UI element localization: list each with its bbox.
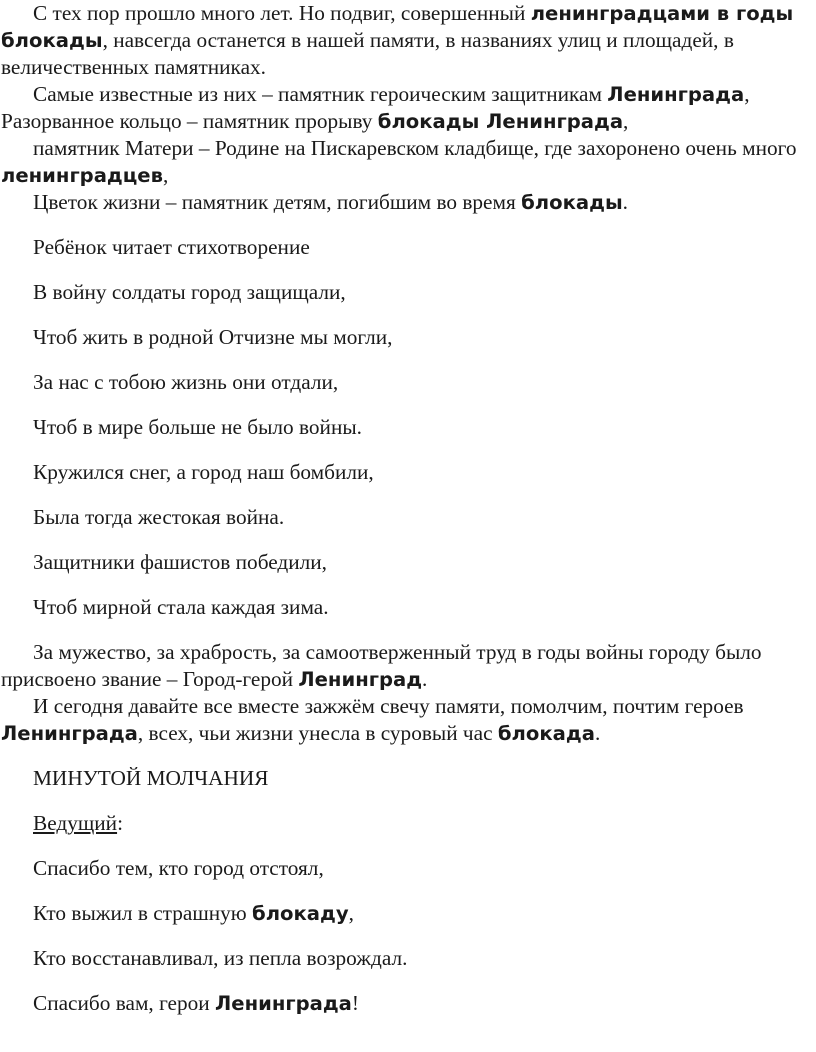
paragraph-closing-2: И сегодня давайте все вместе зажжём свечу памяти, помолчим, почтим героев Ленинграда, всех, чьи жизни унесла в суровый час блокада. — [1, 694, 744, 745]
bold-text: Ленинграда — [215, 992, 352, 1015]
bold-text: блокада — [497, 722, 595, 745]
bold-text: Ленинград — [298, 668, 423, 691]
poem-line: Была тогда жестокая война. — [33, 505, 285, 529]
poem-line: Защитники фашистов победили, — [33, 550, 327, 574]
poem-line: Спасибо тем, кто город отстоял, — [33, 856, 324, 880]
bold-text: блокады Ленинграда — [377, 110, 624, 133]
host-label: Ведущий: — [33, 811, 123, 835]
paragraph-intro-1: С тех пор прошло много лет. Но подвиг, совершенный ленинградцами в годы блокады, навсегда останется в нашей памяти, в названиях улиц и площадей, в величественных памятниках. — [1, 1, 794, 79]
poem-line: Кто восстанавливал, из пепла возрождал. — [33, 946, 408, 970]
poem-line: Чтоб жить в родной Отчизне мы могли, — [33, 325, 393, 349]
bold-text: ленинградцев — [1, 164, 163, 187]
poem-line: Спасибо вам, герои Ленинграда! — [33, 991, 359, 1015]
poem-line: За нас с тобою жизнь они отдали, — [33, 370, 339, 394]
minute-of-silence-heading: МИНУТОЙ МОЛЧАНИЯ — [33, 766, 269, 790]
bold-text: Ленинграда — [607, 83, 745, 106]
bold-text: ленинградцами в годы блокады — [1, 2, 794, 52]
poem-line: Чтоб в мире больше не было войны. — [33, 415, 362, 439]
poem-line: Кто выжил в страшную блокаду, — [33, 901, 354, 925]
bold-text: блокады — [521, 191, 623, 214]
paragraph-intro-2: Самые известные из них – памятник героическим защитникам Ленинграда, Разорванное кольцо – памятник прорыву блокады Ленинграда, — [1, 82, 750, 133]
poem-heading: Ребёнок читает стихотворение — [33, 235, 310, 259]
paragraph-intro-3: памятник Матери – Родине на Пискаревском кладбище, где захоронено очень много ленинградцев, — [1, 136, 797, 187]
paragraph-closing-1: За мужество, за храбрость, за самоотверженный труд в годы войны городу было присвоено звание – Город-герой Ленинград. — [1, 640, 762, 691]
bold-text: блокаду — [252, 902, 349, 925]
poem-line: Чтоб мирной стала каждая зима. — [33, 595, 329, 619]
paragraph-intro-4: Цветок жизни – памятник детям, погибшим во время блокады. — [33, 190, 628, 214]
poem-line: Кружился снег, а город наш бомбили, — [33, 460, 374, 484]
poem-line: В войну солдаты город защищали, — [33, 280, 346, 304]
bold-text: Ленинграда — [1, 722, 138, 745]
